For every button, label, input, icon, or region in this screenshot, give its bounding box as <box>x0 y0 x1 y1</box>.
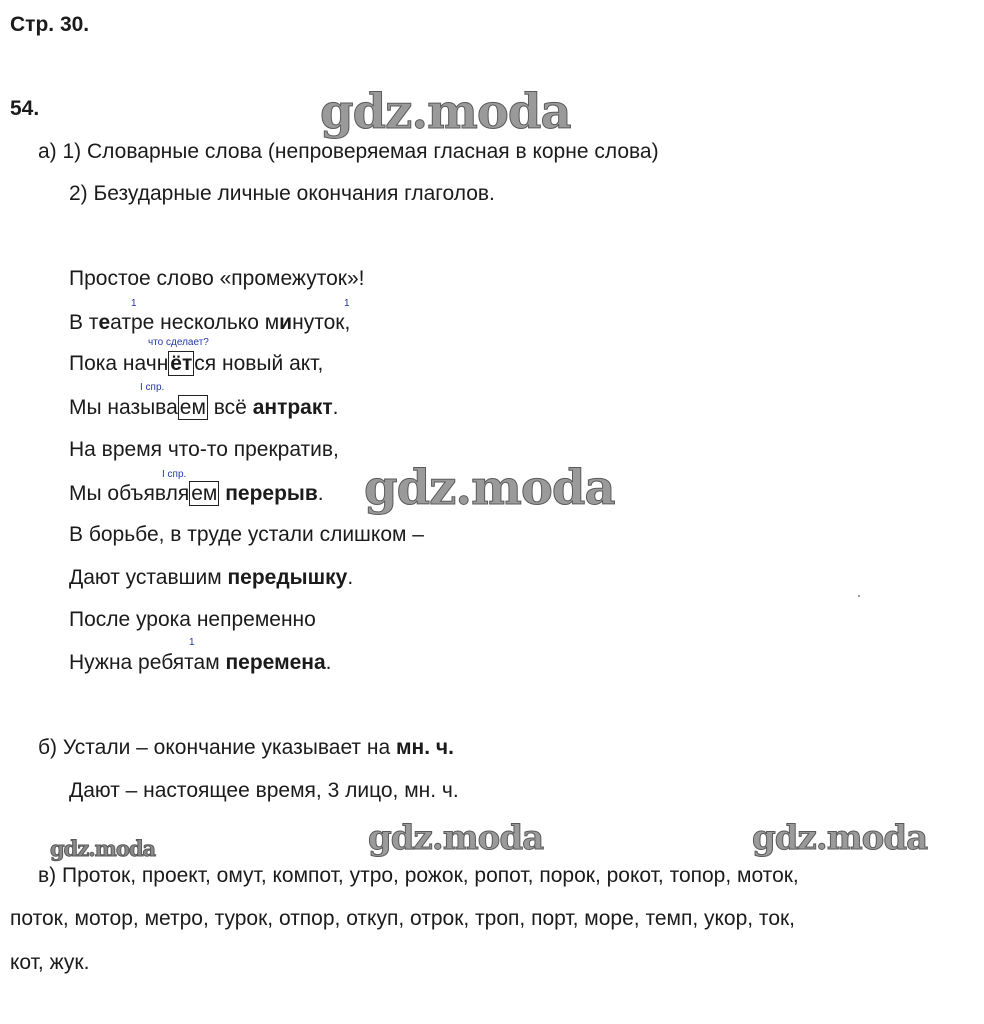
part-v-line-2: поток, мотор, метро, турок, отпор, откуп, отрок, троп, порт, море, темп, укор, ток, <box>10 907 796 930</box>
poem-line: Мы объявляем перерыв. <box>69 482 324 505</box>
part-v-line-3: кот, жук. <box>10 951 90 974</box>
watermark: gdz.moda <box>368 818 544 858</box>
speck <box>858 595 860 597</box>
part-a-item-1: а) 1) Словарные слова (непроверяемая гласная в корне слова) <box>38 140 659 163</box>
part-b-line-2: Дают – настоящее время, 3 лицо, мн. ч. <box>69 779 459 802</box>
poem-line: Простое слово «промежуток»! <box>69 267 365 290</box>
stress-mark: 1 <box>344 298 350 309</box>
poem-line: Нужна ребятам перемена. <box>69 651 332 674</box>
conjugation-annotation: I спр. <box>162 469 187 480</box>
watermark: gdz.moda <box>320 84 571 140</box>
stress-mark: 1 <box>131 298 137 309</box>
question-annotation: что сделает? <box>148 337 209 348</box>
part-v-line-1: в) Проток, проект, омут, компот, утро, рожок, ропот, порок, рокот, топор, моток, <box>38 864 799 887</box>
part-a-item-2: 2) Безударные личные окончания глаголов. <box>69 182 495 205</box>
poem-line: Мы называем всё антракт. <box>69 396 339 419</box>
exercise-number: 54. <box>10 97 40 120</box>
poem-line: В борьбе, в труде устали слишком – <box>69 523 424 546</box>
part-b-line-1: б) Устали – окончание указывает на мн. ч. <box>38 736 454 759</box>
poem-line: Пока начнётся новый акт, <box>69 352 324 375</box>
poem-line: В театре несколько минуток, <box>69 311 351 334</box>
watermark: gdz.moda <box>364 460 615 516</box>
stress-mark: 1 <box>189 637 195 648</box>
ending-box: ёт <box>170 352 193 375</box>
poem-line: После урока непременно <box>69 608 316 631</box>
poem-line: Дают уставшим передышку. <box>69 566 354 589</box>
poem-line: На время что-то прекратив, <box>69 438 339 461</box>
page-reference: Стр. 30. <box>10 13 90 36</box>
conjugation-annotation: I спр. <box>140 382 165 393</box>
ending-box: ем <box>191 482 218 505</box>
watermark: gdz.moda <box>752 818 928 858</box>
watermark: gdz.moda <box>50 836 156 861</box>
ending-box: ем <box>179 396 206 419</box>
